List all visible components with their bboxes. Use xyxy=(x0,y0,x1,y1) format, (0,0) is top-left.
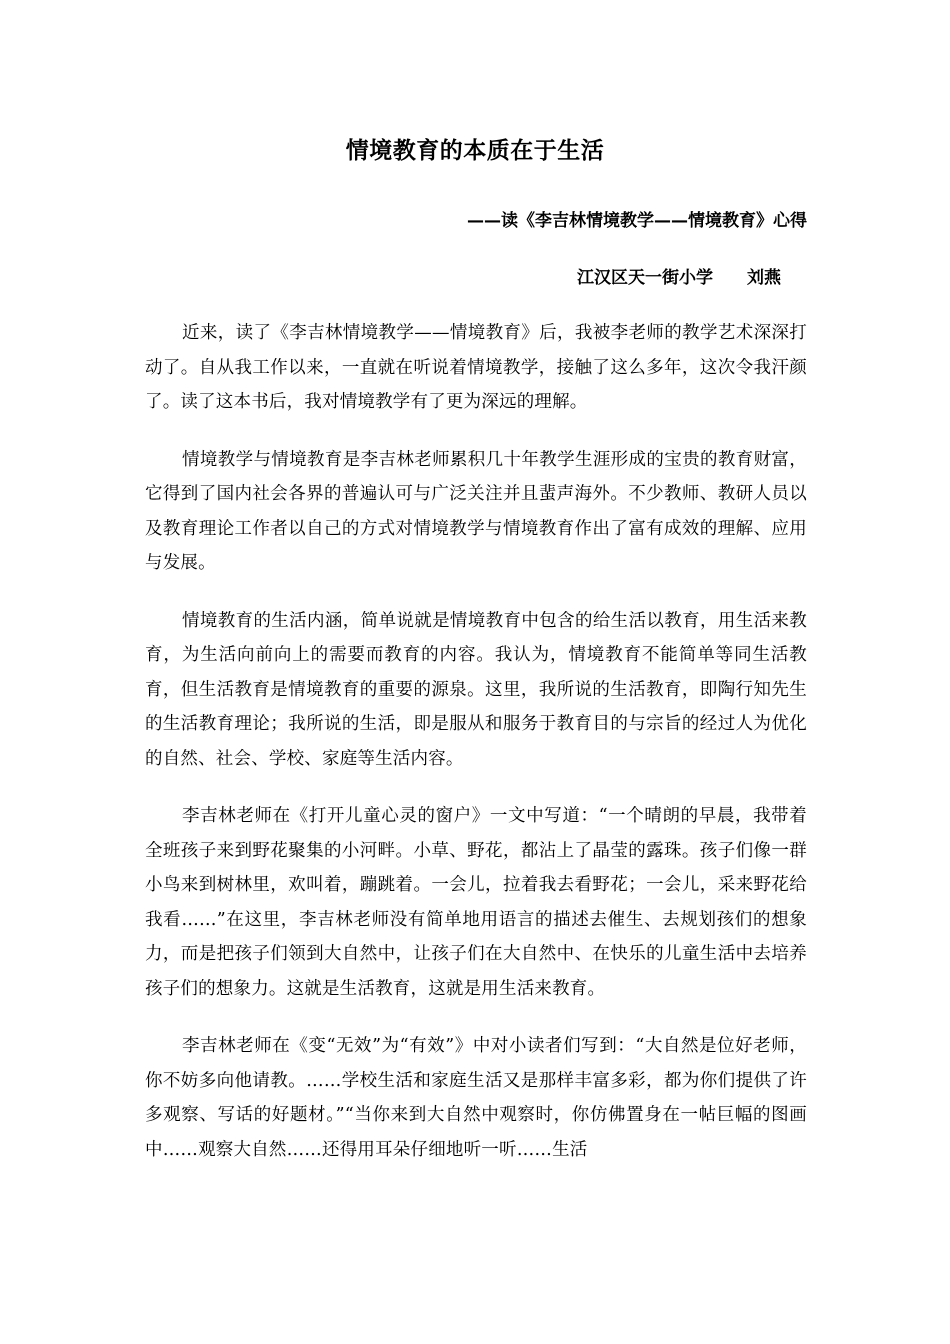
article-title: 情境教育的本质在于生活 xyxy=(345,138,605,164)
author-school: 江汉区天一街小学 xyxy=(577,268,713,288)
paragraph-2: 情境教学与情境教育是李吉林老师累积几十年教学生涯形成的宝贵的教育财富，它得到了国内社会各界的普遍认可与广泛关注并且蜚声海外。不少教师、教研人员以及教育理论工作者以自己的方式对情境教学与情境教育作出了富有成效的理解、应用与发展。 xyxy=(145,449,807,573)
paragraph-5: 李吉林老师在《变“无效”为“有效”》中对小读者们写到：“大自然是位好老师，你不妨多向他请教。……学校生活和家庭生活又是那样丰富多彩，都为你们提供了许多观察、写话的好题材。”“当你来到大自然中观察时，你仿佛置身在一帖巨幅的图画中……观察大自然……还得用耳朵仔细地听一听……生活 xyxy=(145,1036,807,1160)
paragraph-4: 李吉林老师在《打开儿童心灵的窗户》一文中写道：“一个晴朗的早晨，我带着全班孩子来到野花聚集的小河畔。小草、野花，都沾上了晶莹的露珠。孩子们像一群小鸟来到树林里，欢叫着，蹦跳着。一会儿，拉着我去看野花；一会儿，采来野花给我看……”在这里，李吉林老师没有简单地用语言的描述去催生、去规划孩们的想象力，而是把孩子们领到大自然中，让孩子们在大自然中、在快乐的儿童生活中去培养孩子们的想象力。这就是生活教育，这就是用生活来教育。 xyxy=(145,806,807,999)
article-body xyxy=(145,316,807,1190)
author-line xyxy=(577,265,781,291)
paragraph-1: 近来，读了《李吉林情境教学——情境教育》后，我被李老师的教学艺术深深打动了。自从我工作以来，一直就在听说着情境教学，接触了这么多年，这次令我汗颜了。读了这本书后，我对情境教学有了更为深远的理解。 xyxy=(145,323,807,412)
paragraph-3: 情境教育的生活内涵，简单说就是情境教育中包含的给生活以教育，用生活来教育，为生活向前向上的需要而教育的内容。我认为，情境教育不能简单等同生活教育，但生活教育是情境教育的重要的源泉。这里，我所说的生活教育，即陶行知先生的生活教育理论；我所说的生活，即是服从和服务于教育目的与宗旨的经过人为优化的自然、社会、学校、家庭等生活内容。 xyxy=(145,610,807,769)
article-subtitle: ——读《李吉林情境教学——情境教育》心得 xyxy=(467,211,807,231)
author-name: 刘燕 xyxy=(747,268,781,288)
